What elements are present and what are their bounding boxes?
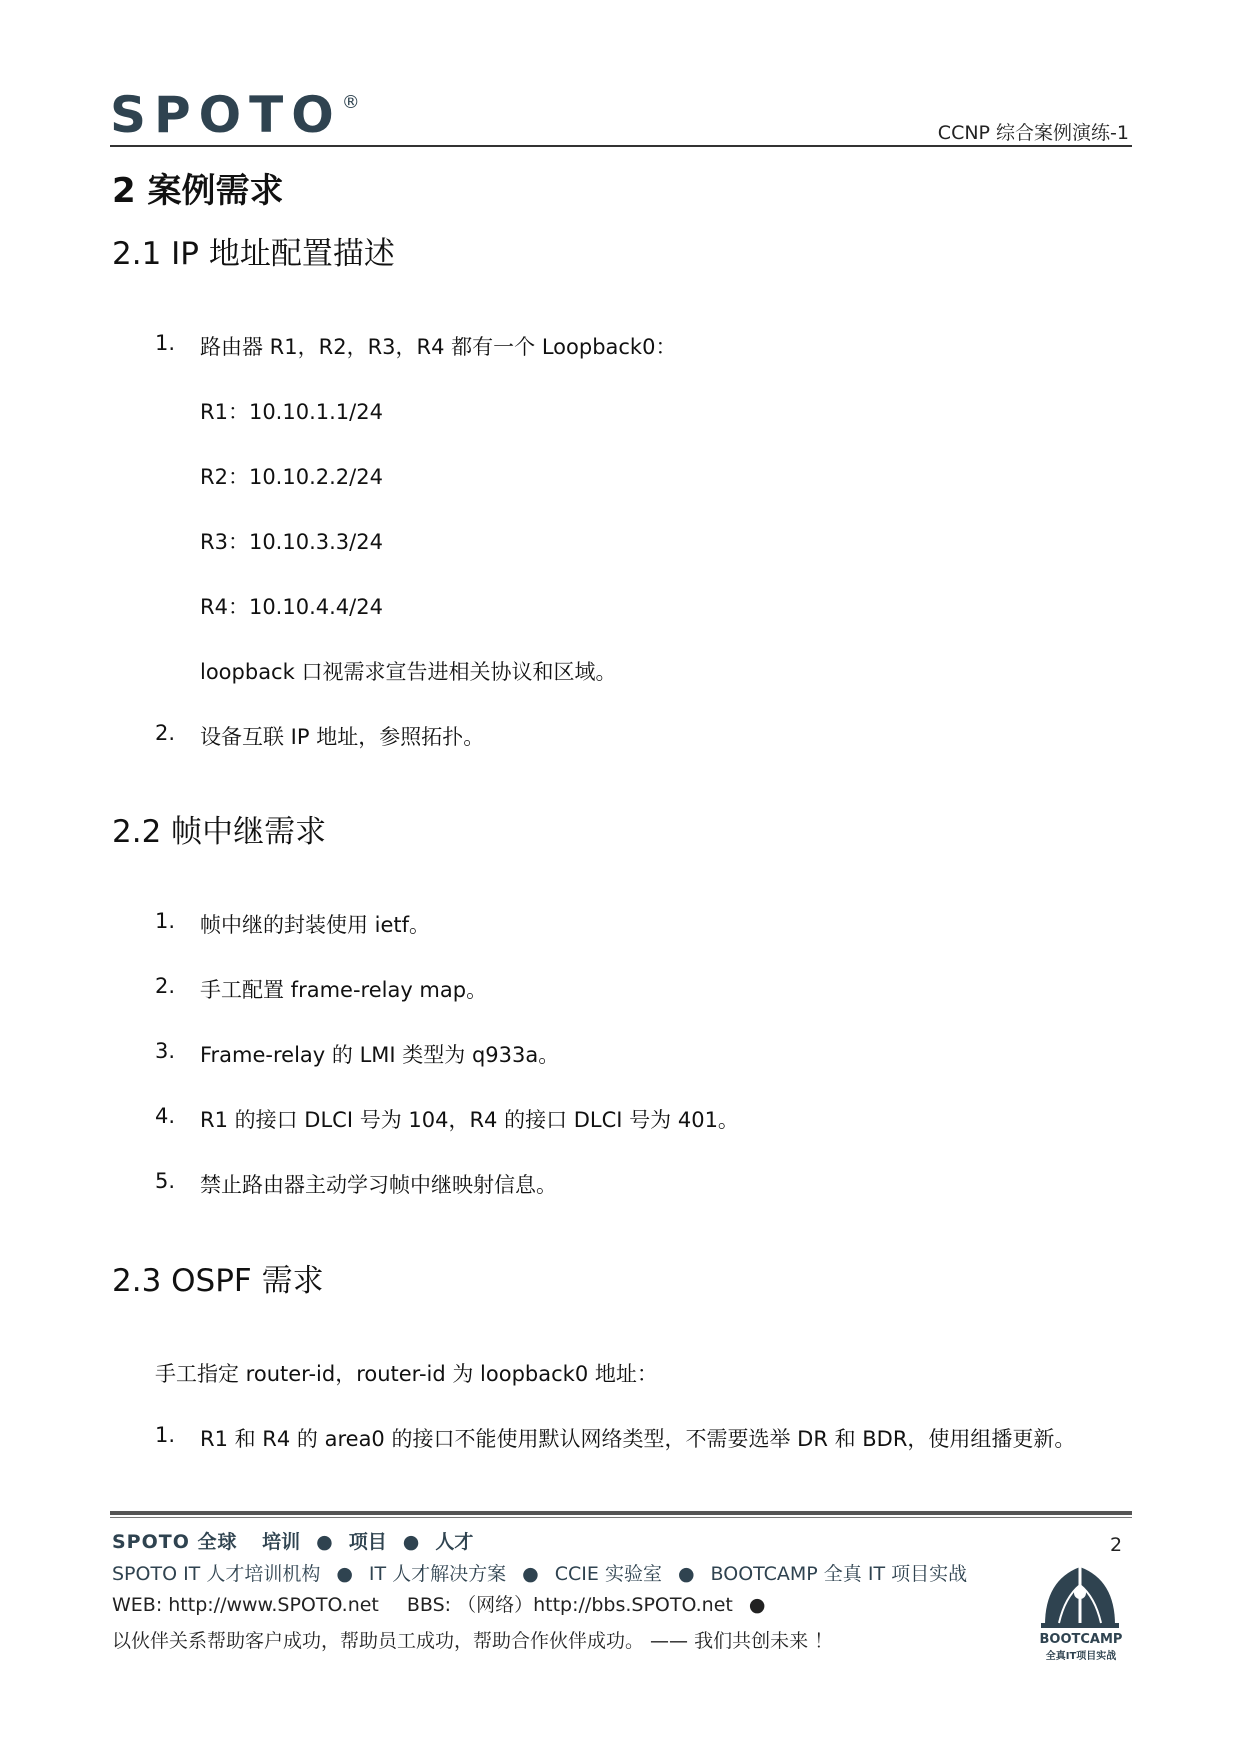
footer-links: WEB: http://www.SPOTO.net BBS: （网络）http://bbs.SPOTO.net ● (112, 1594, 766, 1616)
subsection-heading-2-3: 2.3 OSPF 需求 (112, 1263, 324, 1299)
list-item: 1. R1 和 R4 的 area0 的接口不能使用默认网络类型，不需要选举 DR 和 BDR，使用组播更新。 (155, 1423, 1076, 1451)
list-item: 1. 帧中继的封装使用 ietf。 (155, 909, 431, 937)
list-item: 2. 设备互联 IP 地址，参照拓扑。 (155, 721, 485, 749)
badge-subtitle: 全真IT项目实战 (1045, 1651, 1117, 1662)
loopback-line: R3：10.10.3.3/24 (200, 530, 383, 554)
section-heading: 2 案例需求 (112, 171, 284, 211)
footer-divider (110, 1511, 1132, 1515)
subsection-heading-2-1: 2.1 IP 地址配置描述 (112, 236, 395, 272)
loopback-line: R1：10.10.1.1/24 (200, 400, 383, 424)
loopback-note: loopback 口视需求宣告进相关协议和区域。 (200, 660, 617, 684)
loopback-line: R4：10.10.4.4/24 (200, 595, 383, 619)
list-item: 4. R1 的接口 DLCI 号为 104，R4 的接口 DLCI 号为 401。 (155, 1104, 739, 1132)
list-item: 3. Frame-relay 的 LMI 类型为 q933a。 (155, 1039, 560, 1067)
footer-divider-thin (110, 1517, 1132, 1518)
subsection-heading-2-2: 2.2 帧中继需求 (112, 814, 327, 850)
footer-services: SPOTO IT 人才培训机构 ● IT 人才解决方案 ● CCIE 实验室 ● BOOTCAMP 全真 IT 项目实战 (112, 1563, 968, 1585)
list-item: 1. 路由器 R1，R2，R3，R4 都有一个 Loopback0： (155, 331, 677, 359)
web-link[interactable]: WEB: http://www.SPOTO.net (112, 1594, 379, 1616)
page-number: 2 (1110, 1534, 1123, 1556)
list-item: 5. 禁止路由器主动学习帧中继映射信息。 (155, 1169, 557, 1197)
list-item: 2. 手工配置 frame-relay map。 (155, 974, 488, 1002)
spoto-logo: SPOTO® (110, 86, 360, 144)
footer-motto: 以伙伴关系帮助客户成功，帮助员工成功，帮助合作伙伴成功。 —— 我们共创未来 ！ (112, 1630, 834, 1652)
document-title: CCNP 综合案例演练-1 (937, 122, 1129, 144)
footer-slogan: SPOTO 全球 培训 ● 项目 ● 人才 (112, 1531, 474, 1553)
bbs-link[interactable]: BBS: （网络）http://bbs.SPOTO.net (406, 1594, 733, 1616)
ospf-intro: 手工指定 router-id，router-id 为 loopback0 地址： (155, 1362, 658, 1386)
header-divider (110, 145, 1132, 147)
badge-title: BOOTCAMP (1039, 1632, 1123, 1647)
loopback-line: R2：10.10.2.2/24 (200, 465, 383, 489)
